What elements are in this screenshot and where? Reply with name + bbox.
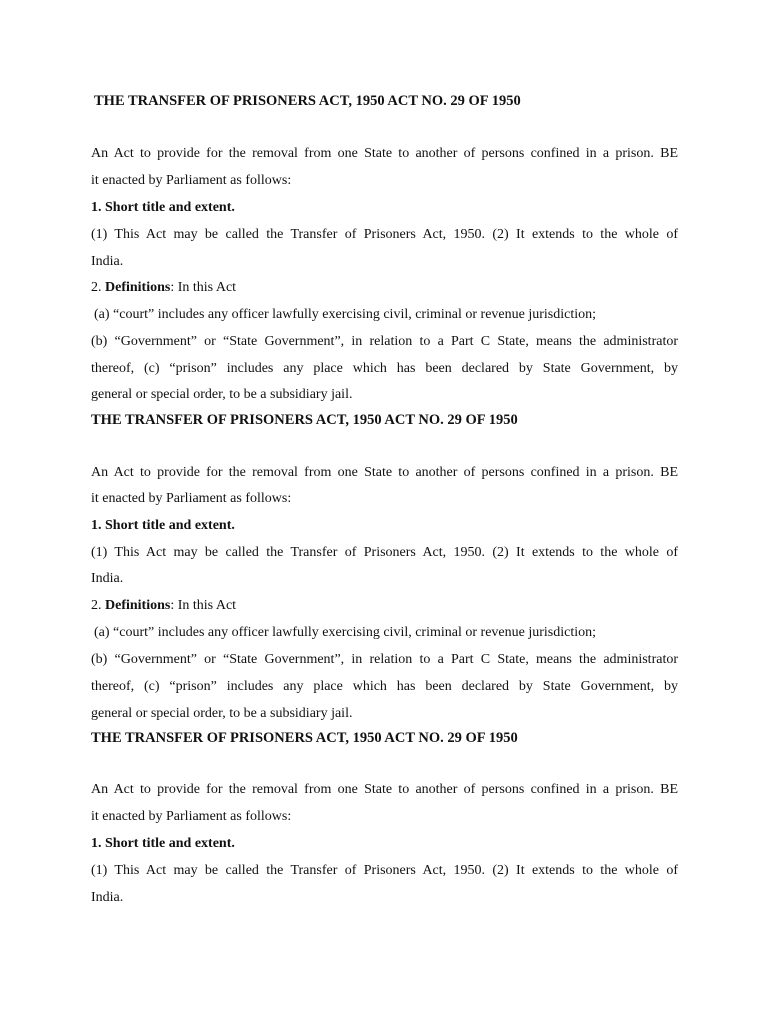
act-title: THE TRANSFER OF PRISONERS ACT, 1950 ACT NO. 29 OF 1950 [91, 730, 518, 746]
definitions-term: Definitions [105, 598, 171, 613]
section-number: 2. [91, 598, 105, 613]
section-text-line: India. [91, 890, 124, 905]
section-heading: 1. Short title and extent. [91, 836, 235, 851]
section-heading: 1. Short title and extent. [91, 518, 235, 533]
act-intro-line: An Act to provide for the removal from one State to another of persons confined in a prison. BE [91, 465, 678, 480]
section-text-line: India. [91, 571, 124, 586]
definition-a: (a) “court” includes any officer lawfully exercising civil, criminal or revenue jurisdiction; [94, 625, 596, 640]
act-intro-line: An Act to provide for the removal from one State to another of persons confined in a prison. BE [91, 146, 678, 161]
act-title: THE TRANSFER OF PRISONERS ACT, 1950 ACT NO. 29 OF 1950 [94, 93, 521, 109]
definitions-heading [91, 280, 678, 296]
section-text-line: (1) This Act may be called the Transfer of Prisoners Act, 1950. (2) It extends to the whole of [91, 863, 678, 878]
act-intro-line: it enacted by Parliament as follows: [91, 491, 292, 506]
definitions-heading [91, 598, 678, 614]
act-intro-line: it enacted by Parliament as follows: [91, 809, 292, 824]
act-intro-line: An Act to provide for the removal from one State to another of persons confined in a prison. BE [91, 782, 678, 797]
section-heading: 1. Short title and extent. [91, 200, 235, 215]
definition-b-line: (b) “Government” or “State Government”, in relation to a Part C State, means the administrator [91, 652, 678, 667]
definition-b-line: thereof, (c) “prison” includes any place which has been declared by State Government, by [91, 361, 678, 376]
section-number: 2. [91, 280, 105, 295]
act-title: THE TRANSFER OF PRISONERS ACT, 1950 ACT NO. 29 OF 1950 [91, 412, 518, 428]
section-text-line: India. [91, 254, 124, 269]
definitions-term: Definitions [105, 280, 171, 295]
definition-b-line: general or special order, to be a subsidiary jail. [91, 706, 353, 721]
definition-b-line: thereof, (c) “prison” includes any place which has been declared by State Government, by [91, 679, 678, 694]
definition-a: (a) “court” includes any officer lawfully exercising civil, criminal or revenue jurisdiction; [94, 307, 596, 322]
section-text-line: (1) This Act may be called the Transfer of Prisoners Act, 1950. (2) It extends to the whole of [91, 545, 678, 560]
act-intro-line: it enacted by Parliament as follows: [91, 173, 292, 188]
definitions-rest: : In this Act [170, 598, 237, 613]
definitions-rest: : In this Act [170, 280, 237, 295]
definition-b-line: (b) “Government” or “State Government”, in relation to a Part C State, means the administrator [91, 334, 678, 349]
section-text-line: (1) This Act may be called the Transfer of Prisoners Act, 1950. (2) It extends to the whole of [91, 227, 678, 242]
definition-b-line: general or special order, to be a subsidiary jail. [91, 387, 353, 402]
